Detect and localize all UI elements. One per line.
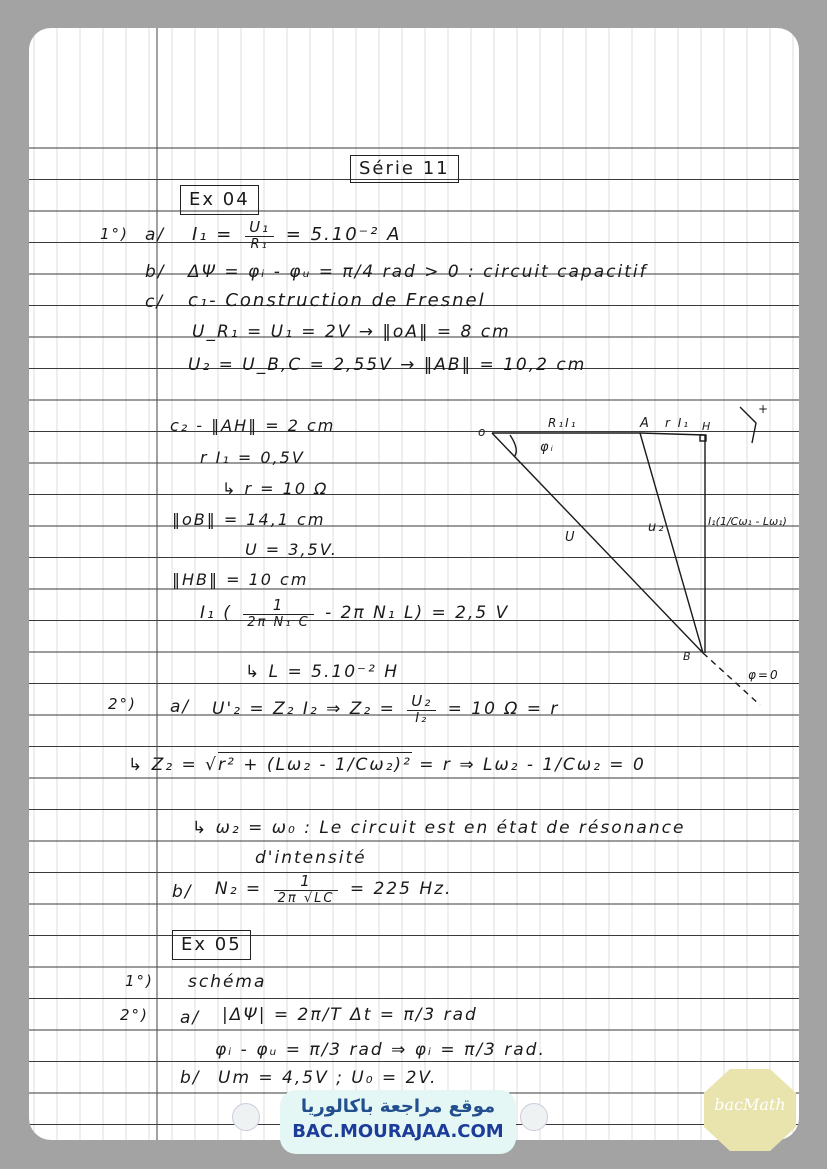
ex05-q2a-line1: |ΔΨ| = 2π/T Δt = π/3 rad — [222, 1005, 478, 1025]
q2a-l2-left: ↳ Z₂ = √ — [128, 755, 218, 775]
c2-line3: ↳ r = 10 Ω — [222, 479, 329, 498]
label-phi-i: φᵢ — [540, 440, 555, 455]
point-o: o — [478, 425, 488, 439]
q1a-formula — [192, 218, 401, 252]
q2a-l2-right: = r ⇒ Lω₂ - 1/Cω₂ = 0 — [419, 755, 646, 775]
q2b-right: = 225 Hz. — [349, 879, 453, 899]
exercise-04-label: Ex 04 — [180, 185, 259, 215]
q2-number: 2°) — [108, 695, 137, 713]
q2a-line3: ↳ ω₂ = ω₀ : Le circuit est en état de résonance — [192, 818, 686, 838]
q2b-fraction — [274, 872, 339, 906]
q2a-l1-num: U₂ — [407, 692, 436, 711]
vector-ah — [640, 433, 705, 435]
q1a-den: R₁ — [250, 237, 269, 252]
site-arabic-name: موقع مراجعة باكالوريا — [300, 1096, 496, 1117]
fresnel-diagram — [470, 395, 800, 715]
q1-number: 1°) — [100, 225, 129, 243]
q2a-line2 — [128, 755, 646, 775]
ex05-q2a-line2: φᵢ - φᵤ = π/3 rad ⇒ φᵢ = π/3 rad. — [215, 1040, 546, 1060]
c2-l7-left: I₁ ( — [200, 603, 232, 623]
q1a-label: a/ — [145, 225, 166, 245]
site-url[interactable]: BAC.MOURAJAA.COM — [292, 1121, 504, 1142]
site-logo-right — [520, 1103, 548, 1131]
q1c-label: c/ — [145, 292, 165, 312]
c2-line2: r I₁ = 0,5V — [200, 448, 305, 467]
q2b-label: b/ — [172, 882, 193, 902]
label-r1i1: R₁I₁ — [548, 416, 578, 430]
q2b-line — [215, 872, 452, 906]
label-phi0: φ=0 — [748, 668, 780, 682]
ex05-q2b-line: Um = 4,5V ; U₀ = 2V. — [218, 1068, 438, 1088]
label-i1-expr: I₁(1/Cω₁ - Lω₁) — [708, 515, 787, 528]
q1c-line1: U_R₁ = U₁ = 2V → ‖oA‖ = 8 cm — [192, 322, 511, 342]
q1c-title: c₁- Construction de Fresnel — [188, 290, 486, 311]
point-h: H — [702, 420, 713, 433]
bacmath-logo — [700, 1065, 800, 1155]
q1b-text: ΔΨ = φᵢ - φᵤ = π/4 rad > 0 : circuit capacitif — [188, 262, 648, 282]
c2-l7-right: - 2π N₁ L) = 2,5 V — [325, 603, 510, 623]
site-logo-left — [232, 1103, 260, 1131]
c2-line1: c₂ - ‖AH‖ = 2 cm — [170, 416, 336, 435]
q2b-num: 1 — [274, 872, 339, 891]
ex05-q1-number: 1°) — [125, 972, 154, 990]
c2-line6: ‖HB‖ = 10 cm — [172, 570, 309, 589]
q1a-num: U₁ — [245, 218, 274, 237]
q2a-label: a/ — [170, 697, 191, 717]
rotation-arrow — [740, 407, 756, 443]
q2b-den: 2π √LC — [277, 891, 335, 906]
series-title: Série 11 — [350, 155, 459, 183]
ex05-q2b-label: b/ — [180, 1068, 201, 1088]
c2-l7-fraction — [243, 596, 313, 630]
q1b-label: b/ — [145, 262, 166, 282]
q2a-l1-right: = 10 Ω = r — [447, 699, 560, 719]
point-b: B — [683, 650, 693, 663]
q1a-right: = 5.10⁻² A — [285, 224, 402, 245]
q2b-left: N₂ = — [215, 879, 263, 899]
c2-l7-den: 2π N₁ C — [247, 615, 310, 630]
c2-line8: ↳ L = 5.10⁻² H — [245, 662, 399, 682]
q2a-l1-left: U'₂ = Z₂ I₂ ⇒ Z₂ = — [212, 699, 396, 719]
bacmath-text: bacMath — [714, 1095, 786, 1114]
c2-line4: ‖oB‖ = 14,1 cm — [172, 510, 326, 529]
c2-l7-num: 1 — [243, 596, 313, 615]
point-a: A — [640, 416, 651, 431]
site-banner[interactable] — [280, 1090, 516, 1154]
label-ri1: r I₁ — [665, 416, 691, 430]
label-u: U — [565, 530, 577, 545]
label-plus: + — [758, 402, 771, 416]
exercise-05-label: Ex 05 — [172, 930, 251, 960]
label-u2: u₂ — [648, 520, 666, 535]
q1a-fraction — [245, 218, 274, 252]
c2-line7 — [200, 596, 509, 630]
q1c-line2: U₂ = U_B,C = 2,55V → ‖AB‖ = 10,2 cm — [188, 355, 587, 375]
q2a-line4: d'intensité — [255, 848, 367, 868]
q2a-l1-fraction — [407, 692, 436, 726]
q2a-l1-den: I₂ — [415, 711, 429, 726]
ex05-q1-text: schéma — [188, 972, 267, 992]
ex05-q2-number: 2°) — [120, 1006, 149, 1024]
c2-line5: U = 3,5V. — [245, 540, 338, 559]
ex05-q2a-label: a/ — [180, 1008, 201, 1028]
q1a-left: I₁ = — [192, 224, 234, 245]
q2a-l2-sqrt: r² + (Lω₂ - 1/Cω₂)² — [218, 752, 412, 775]
